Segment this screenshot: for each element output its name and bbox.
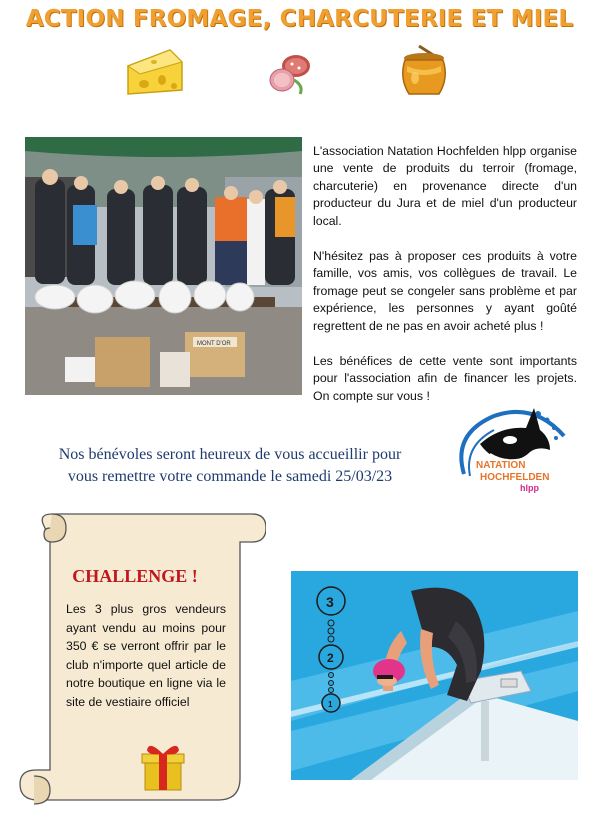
cheese-icon [124,44,186,98]
logo-line: NATATION [476,460,526,471]
swimmer-illustration [291,571,578,780]
description-paragraph: L'association Natation Hochfelden hlpp organise une vente de produits du terroir (fromage, charcuterie) en provenance directe d'un producteur du Jura et de miel d'un producteur local. [313,144,577,228]
logo-line: HOCHFELDEN [480,472,550,483]
countdown-number: 3 [326,594,334,610]
welcome-message [30,444,430,488]
welcome-line: vous remettre votre commande le samedi 25/03/23 [67,468,393,485]
countdown-number: 2 [327,651,334,665]
honey-pot-icon [397,44,451,100]
gift-icon [137,740,189,792]
charcuterie-icon [266,50,318,98]
box-label: MONT D'OR [197,341,231,347]
countdown-number: 1 [328,700,333,709]
logo-line: hlpp [520,483,539,493]
club-logo [450,404,568,504]
challenge-title: CHALLENGE ! [72,566,198,586]
page-title: ACTION FROMAGE, CHARCUTERIE ET MIEL [25,6,574,32]
challenge-text: Les 3 plus gros vendeurs ayant vendu au moins pour 350 € se verront offrir par le club n'importe quel article de notre boutique en ligne via le site de vestiaire officiel [66,602,226,709]
description-paragraph: Les bénéfices de cette vente sont importants pour l'association afin de financer les projets. On compte sur vous ! [313,354,577,403]
description-paragraph: N'hésitez pas à proposer ces produits à votre famille, vos amis, vos collègues de travail. Le fromage peut se congeler sans problème et par expérience, les personnes y ayant goûté regrettent de ne pas en avoir acheté plus ! [313,249,577,333]
volunteers-photo [25,137,302,395]
welcome-line: Nos bénévoles seront heureux de vous accueillir pour [58,446,402,463]
